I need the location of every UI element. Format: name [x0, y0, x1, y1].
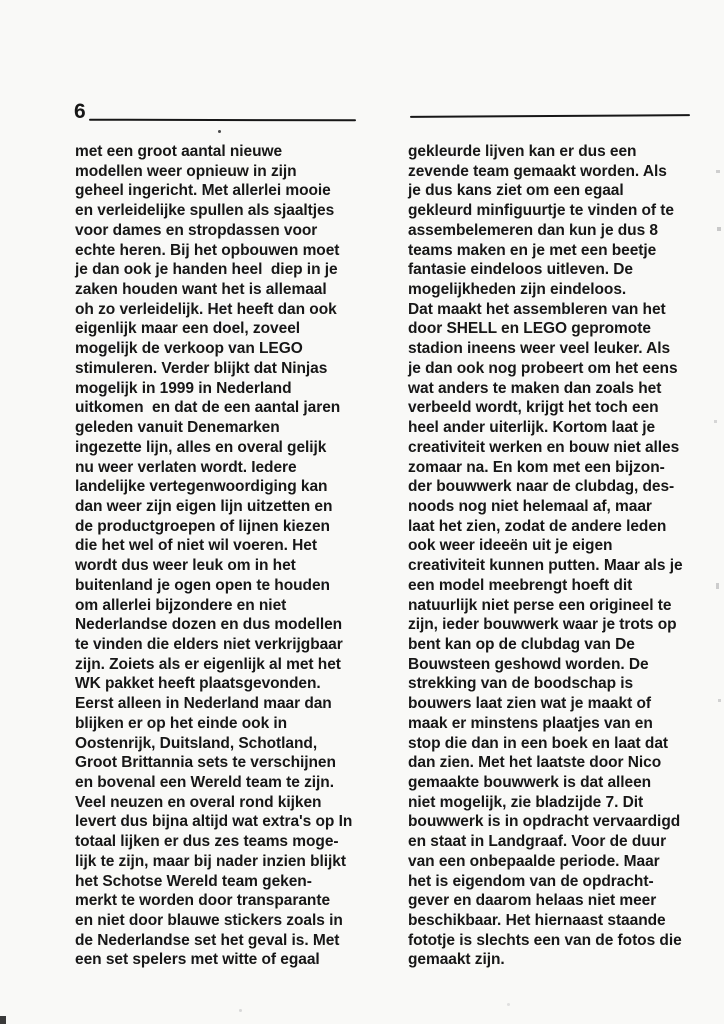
- text-line: en verleidelijke spullen als sjaaltjes: [75, 202, 335, 220]
- text-line: en niet door blauwe stickers zoals in: [75, 912, 343, 930]
- text-line: Dat maakt het assembleren van het: [408, 300, 666, 318]
- text-line: gemaakte bouwwerk is dat alleen: [408, 774, 652, 791]
- text-line: totaal lijken er dus zes teams moge-: [75, 833, 339, 851]
- text-line: noods nog niet helemaal af, maar: [408, 497, 652, 515]
- text-line: stimuleren. Verder blijkt dat Ninjas: [75, 359, 328, 377]
- text-line: strekking van de boodschap is: [408, 675, 634, 693]
- text-line: blijken er op het einde ook in: [75, 714, 288, 732]
- text-line: mogelijkheden zijn eindeloos.: [408, 281, 627, 299]
- scan-speck: [716, 170, 720, 173]
- text-line: heel ander uiterlijk. Kortom laat je: [408, 419, 656, 437]
- text-line: wat anders te maken dan zoals het: [408, 379, 662, 397]
- text-line: bouwwerk is in opdracht vervaardigd: [408, 813, 681, 831]
- text-line: Veel neuzen en overal rond kijken: [75, 793, 322, 811]
- text-line: maak er minstens plaatjes van en: [408, 714, 653, 732]
- text-line: beschikbaar. Het hiernaast staande: [408, 912, 666, 930]
- scan-speck-corner: [0, 1016, 6, 1024]
- text-line: creativiteit kunnen putten. Maar als je: [408, 557, 683, 575]
- text-line: en staat in Landgraaf. Voor de duur: [408, 833, 667, 851]
- text-line: verbeeld wordt, krijgt het toch een: [408, 399, 659, 417]
- text-line: laat het zien, zodat de andere leden: [408, 517, 667, 535]
- text-line: ook weer ideeën uit je eigen: [408, 537, 613, 555]
- scan-speck: [717, 227, 721, 231]
- text-line: van een onbepaalde periode. Maar: [408, 852, 660, 870]
- text-line: der bouwwerk naar de clubdag, des-: [408, 478, 675, 496]
- text-line: het is eigendom van de opdracht-: [408, 872, 654, 890]
- text-line: Eerst alleen in Nederland maar dan: [75, 695, 332, 713]
- text-line: een model meebrengt hoeft dit: [408, 576, 633, 594]
- text-line: zaken houden want het is allemaal: [75, 281, 327, 299]
- text-line: lijk te zijn, maar bij nader inzien blijkt: [75, 852, 346, 870]
- text-line: modellen weer opnieuw in zijn: [75, 162, 297, 180]
- text-line: door SHELL en LEGO gepromote: [408, 320, 651, 338]
- text-line: niet mogelijk, zie bladzijde 7. Dit: [408, 793, 644, 811]
- text-line: te vinden die elders niet verkrijgbaar: [75, 635, 343, 653]
- text-line: uitkomen en dat de een aantal jaren: [75, 399, 341, 417]
- text-column-left: [75, 142, 385, 970]
- text-line: de Nederlandse set het geval is. Met: [75, 931, 340, 949]
- text-line: bouwers laat zien wat je maakt of: [408, 695, 651, 713]
- text-line: fototje is slechts een van de fotos die: [408, 931, 682, 949]
- text-line: gekleurd minfiguurtje te vinden of te: [408, 202, 674, 220]
- scan-speck: [716, 583, 719, 589]
- text-line: fantasie eindeloos uitleven. De: [408, 261, 633, 279]
- text-line: mogelijk in 1999 in Nederland: [75, 379, 292, 397]
- text-line: WK pakket heeft plaatsgevonden.: [75, 675, 321, 693]
- text-line: de productgroepen of lijnen kiezen: [75, 517, 330, 535]
- scan-speck: [239, 1009, 242, 1012]
- text-line: nu weer verlaten wordt. Iedere: [75, 458, 297, 476]
- text-line: buitenland je ogen open te houden: [75, 576, 330, 594]
- text-line: wordt dus weer leuk om in het: [75, 557, 296, 575]
- text-line: Groot Brittannia sets te verschijnen: [75, 754, 336, 772]
- text-line: om allerlei bijzondere en niet: [75, 596, 287, 614]
- text-line: gever en daarom helaas niet meer: [408, 892, 657, 910]
- text-line: merkt te worden door transparante: [75, 892, 331, 910]
- text-line: die het wel of niet wil voeren. Het: [75, 537, 317, 555]
- text-line: geleden vanuit Denemarken: [75, 419, 280, 437]
- text-line: gekleurde lijven kan er dus een: [408, 143, 637, 160]
- text-line: mogelijk de verkoop van LEGO: [75, 340, 303, 358]
- header-rule-left: [89, 119, 356, 122]
- text-line: je dan ook nog probeert om het eens: [408, 359, 678, 377]
- text-line: Oostenrijk, Duitsland, Schotland,: [75, 734, 318, 752]
- text-line: gemaakt zijn.: [408, 951, 505, 969]
- text-line: zomaar na. En kom met een bijzon-: [408, 458, 665, 476]
- text-line: levert dus bijna altijd wat extra's op In: [75, 813, 353, 831]
- text-line: geheel ingericht. Met allerlei mooie: [75, 182, 331, 200]
- text-line: bent kan op de clubdag van De: [408, 635, 635, 653]
- text-line: dan zien. Met het laatste door Nico: [408, 754, 662, 772]
- text-line: het Schotse Wereld team geken-: [75, 872, 312, 890]
- text-line: je dan ook je handen heel diep in je: [75, 261, 338, 279]
- text-line: assembelemeren dan kun je dus 8: [408, 221, 658, 239]
- text-line: stop die dan in een boek en laat dat: [408, 734, 669, 752]
- text-line: en bovenal een Wereld team te zijn.: [75, 774, 334, 791]
- scan-speck: [507, 1003, 510, 1006]
- text-line: voor dames en stropdassen voor: [75, 221, 318, 239]
- text-line: eigenlijk maar een doel, zoveel: [75, 320, 301, 338]
- scan-stray-dot: [218, 130, 221, 133]
- text-line: ingezette lijn, alles en overal gelijk: [75, 438, 327, 456]
- text-line: stadion ineens weer veel leuker. Als: [408, 340, 671, 358]
- text-line: zijn, ieder bouwwerk waar je trots op: [408, 616, 677, 634]
- text-line: dan weer zijn eigen lijn uitzetten en: [75, 497, 333, 515]
- page-number: 6: [74, 100, 86, 123]
- scan-speck: [718, 699, 721, 702]
- header-rule-right: [410, 114, 690, 118]
- text-line: teams maken en je met een beetje: [408, 241, 657, 259]
- text-line: met een groot aantal nieuwe: [75, 143, 283, 160]
- scan-speck: [714, 420, 717, 423]
- text-line: zevende team gemaakt worden. Als: [408, 162, 667, 180]
- text-line: je dus kans ziet om een egaal: [408, 182, 624, 200]
- text-line: Nederlandse dozen en dus modellen: [75, 616, 343, 634]
- text-line: oh zo verleidelijk. Het heeft dan ook: [75, 300, 337, 318]
- text-line: natuurlijk niet perse een origineel te: [408, 596, 672, 614]
- text-line: echte heren. Bij het opbouwen moet: [75, 241, 340, 259]
- text-line: creativiteit werken en bouw niet alles: [408, 438, 680, 456]
- text-column-right: [408, 142, 718, 970]
- text-line: zijn. Zoiets als er eigenlijk al met het: [75, 655, 341, 673]
- text-line: Bouwsteen geshowd worden. De: [408, 655, 649, 673]
- text-line: landelijke vertegenwoordiging kan: [75, 478, 328, 496]
- text-line: een set spelers met witte of egaal: [75, 951, 320, 969]
